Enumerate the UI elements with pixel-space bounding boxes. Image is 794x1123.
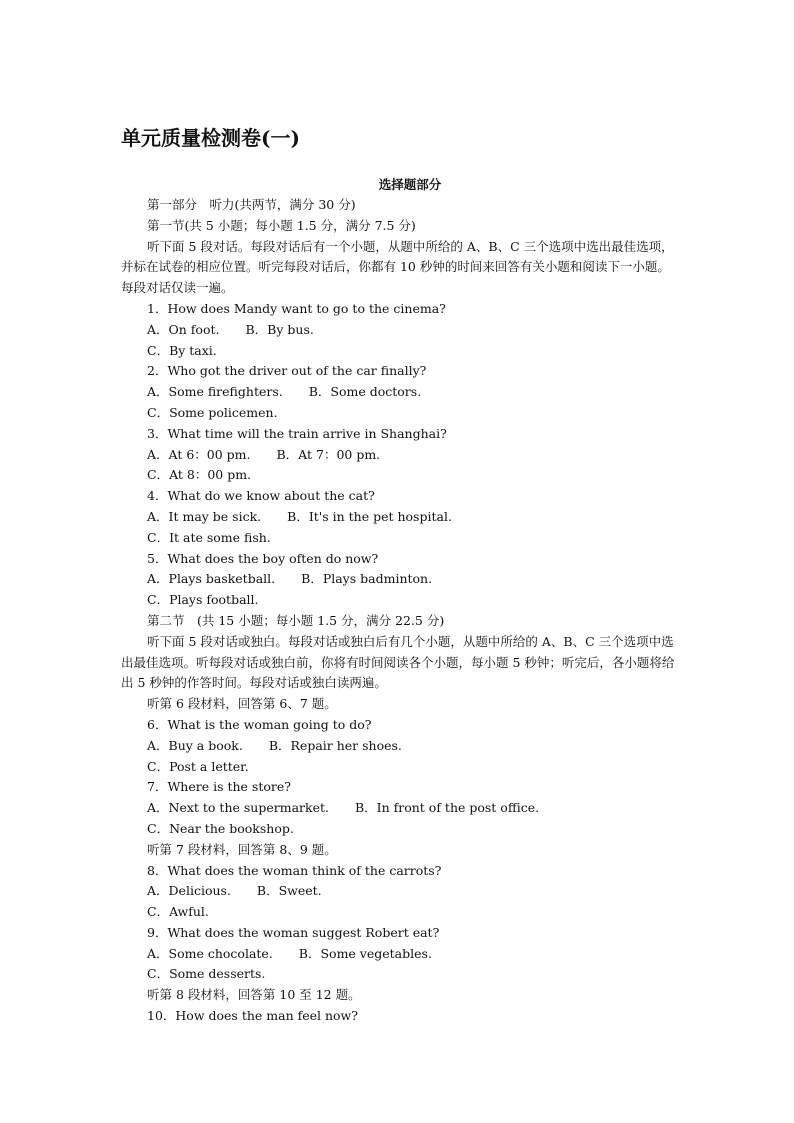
option-b: B．At 7：00 pm. [276,446,381,462]
option-c: C．By taxi. [147,342,217,358]
option-b: B．It's in the pet hospital. [287,508,452,524]
question-text: 5．What does the boy often do now? [147,550,379,566]
part1-heading: 第一部分 听力(共两节，满分 30 分) [147,197,356,212]
question-text: 3．What time will the train arrive in Shanghai? [147,425,447,441]
section1-heading: 第一节(共 5 小题；每小题 1.5 分，满分 7.5 分) [147,217,416,233]
option-a: A．Buy a book. [147,737,243,753]
section-subtitle: 选择题部分 [378,177,442,192]
option-c: C．At 8：00 pm. [147,467,252,483]
option-a: A．Some chocolate. [147,945,273,961]
option-b: B．Repair her shoes. [268,737,402,753]
options-row [147,507,677,528]
option-a: A．At 6：00 pm. [147,446,251,462]
options-row [147,445,677,466]
option-a: A．Plays basketball. [147,571,276,587]
options-row [147,382,677,403]
section2-heading: 第二节 (共 15 小题；每小题 1.5 分，满分 22.5 分) [147,612,445,628]
material-6-note: 听第 6 段材料，回答第 6、7 题。 [147,696,337,712]
material-7-note: 听第 7 段材料，回答第 8、9 题。 [147,841,337,857]
option-a: A．On foot. [147,321,220,337]
options-row [147,881,677,902]
options-row [147,944,677,965]
options-row [147,736,677,757]
options-row [147,569,677,590]
option-c: C．Post a letter. [147,758,249,774]
option-a: A．Some firefighters. [147,384,283,400]
question-text: 8．What does the woman think of the carrots? [147,862,442,878]
option-b: B．In front of the post office. [354,800,540,816]
option-c: C．Some desserts. [147,966,266,982]
option-a: A．Next to the supermarket. [147,800,329,816]
question-text: 7．Where is the store? [147,779,291,795]
question-text: 4．What do we know about the cat? [147,488,375,504]
option-b: B．By bus. [245,321,314,337]
option-c: C．Awful. [147,904,209,920]
option-c: C．Near the bookshop. [147,820,294,836]
section2-instructions: 听下面 5 段对话或独白。每段对话或独白后有几个小题，从题中所给的 A、B、C 三个选项中选出最佳选项。听每段对话或独白前，你将有时间阅读各个小题，每小题 5 秒钟；听完后，各小题将给出 5 秒钟的作答时间。每段对话或独白读两遍。 [121,633,675,691]
document-body [121,195,677,1027]
option-c: C．Some policemen. [147,404,278,420]
question-text: 2．Who got the driver out of the car finally? [147,363,427,379]
options-row [147,798,677,819]
option-c: C．Plays football. [147,592,259,608]
option-a: A．It may be sick. [147,508,262,524]
option-b: B．Some doctors. [308,384,422,400]
option-b: B．Sweet. [256,883,322,899]
question-text: 1．How does Mandy want to go to the cinema? [147,300,446,316]
document-title: 单元质量检测卷(一) [121,126,300,150]
material-8-note: 听第 8 段材料，回答第 10 至 12 题。 [147,987,361,1003]
question-text: 9．What does the woman suggest Robert eat? [147,924,440,940]
option-b: B．Some vegetables. [298,945,432,961]
option-b: B．Plays badminton. [301,571,433,587]
options-row [147,320,677,341]
question-text: 6．What is the woman going to do? [147,716,372,732]
option-c: C．It ate some fish. [147,529,271,545]
section1-instructions: 听下面 5 段对话。每段对话后有一个小题，从题中所给的 A、B、C 三个选项中选出最佳选项，并标在试卷的相应位置。听完每段对话后，你都有 10 秒钟的时间来回答有关小题和阅读下一小题。每段对话仅读一遍。 [121,238,674,296]
question-text: 10．How does the man feel now? [147,1008,358,1024]
option-a: A．Delicious. [147,883,231,899]
